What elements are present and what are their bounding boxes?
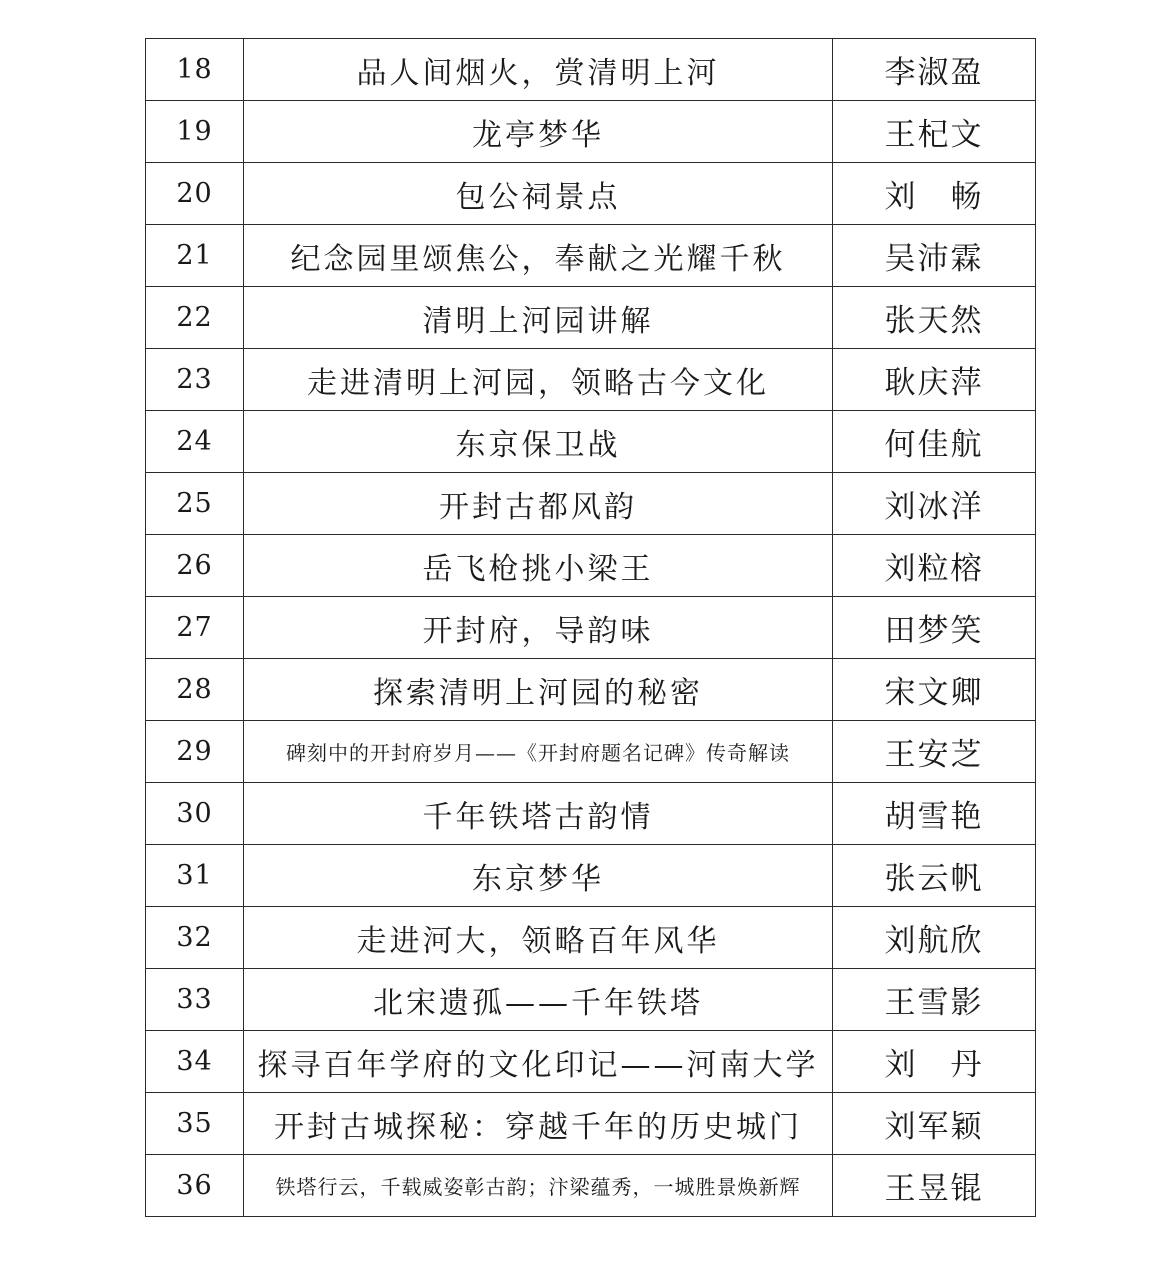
- row-title: 探索清明上河园的秘密: [244, 659, 833, 721]
- row-title: 碑刻中的开封府岁月——《开封府题名记碑》传奇解读: [244, 721, 833, 783]
- row-title: 走进清明上河园，领略古今文化: [244, 349, 833, 411]
- row-author: 张天然: [833, 287, 1036, 349]
- row-author: 张云帆: [833, 845, 1036, 907]
- row-number: 36: [146, 1155, 244, 1217]
- row-title: 开封府，导韵味: [244, 597, 833, 659]
- table-row: [146, 411, 1036, 473]
- row-title: 品人间烟火，赏清明上河: [244, 39, 833, 101]
- row-number: 24: [146, 411, 244, 473]
- row-author: 吴沛霖: [833, 225, 1036, 287]
- row-author: 王安芝: [833, 721, 1036, 783]
- row-author: 刘航欣: [833, 907, 1036, 969]
- row-author: 何佳航: [833, 411, 1036, 473]
- row-number: 30: [146, 783, 244, 845]
- row-author: 田梦笑: [833, 597, 1036, 659]
- row-title: 岳飞枪挑小梁王: [244, 535, 833, 597]
- row-author: 胡雪艳: [833, 783, 1036, 845]
- row-author: 刘 丹: [833, 1031, 1036, 1093]
- row-number: 22: [146, 287, 244, 349]
- row-author: 刘 畅: [833, 163, 1036, 225]
- row-number: 32: [146, 907, 244, 969]
- row-number: 27: [146, 597, 244, 659]
- row-number: 31: [146, 845, 244, 907]
- row-number: 35: [146, 1093, 244, 1155]
- table-row: [146, 101, 1036, 163]
- row-number: 34: [146, 1031, 244, 1093]
- row-title: 铁塔行云，千载威姿彰古韵；汴梁蕴秀，一城胜景焕新辉: [244, 1155, 833, 1217]
- table-row: [146, 473, 1036, 535]
- table-row: [146, 783, 1036, 845]
- table-row: [146, 1093, 1036, 1155]
- row-number: 23: [146, 349, 244, 411]
- row-title: 龙亭梦华: [244, 101, 833, 163]
- row-author: 刘军颖: [833, 1093, 1036, 1155]
- row-number: 19: [146, 101, 244, 163]
- row-title: 东京梦华: [244, 845, 833, 907]
- table-row: [146, 969, 1036, 1031]
- entries-table: [145, 38, 1036, 1217]
- row-number: 21: [146, 225, 244, 287]
- table-row: [146, 845, 1036, 907]
- table-row: [146, 163, 1036, 225]
- row-title: 东京保卫战: [244, 411, 833, 473]
- row-author: 王昱锟: [833, 1155, 1036, 1217]
- row-number: 26: [146, 535, 244, 597]
- table-row: [146, 287, 1036, 349]
- table-row: [146, 349, 1036, 411]
- table-row: [146, 907, 1036, 969]
- row-number: 29: [146, 721, 244, 783]
- row-title: 开封古都风韵: [244, 473, 833, 535]
- row-number: 28: [146, 659, 244, 721]
- row-author: 耿庆萍: [833, 349, 1036, 411]
- row-number: 25: [146, 473, 244, 535]
- row-author: 宋文卿: [833, 659, 1036, 721]
- row-author: 李淑盈: [833, 39, 1036, 101]
- row-title: 开封古城探秘：穿越千年的历史城门: [244, 1093, 833, 1155]
- entries-table-body: [146, 39, 1036, 1217]
- row-number: 20: [146, 163, 244, 225]
- row-number: 33: [146, 969, 244, 1031]
- table-row: [146, 659, 1036, 721]
- row-number: 18: [146, 39, 244, 101]
- row-title: 探寻百年学府的文化印记——河南大学: [244, 1031, 833, 1093]
- table-row: [146, 225, 1036, 287]
- table-row: [146, 721, 1036, 783]
- table-row: [146, 1031, 1036, 1093]
- row-author: 王雪影: [833, 969, 1036, 1031]
- row-title: 清明上河园讲解: [244, 287, 833, 349]
- table-row: [146, 39, 1036, 101]
- row-title: 包公祠景点: [244, 163, 833, 225]
- row-title: 千年铁塔古韵情: [244, 783, 833, 845]
- table-row: [146, 1155, 1036, 1217]
- row-title: 纪念园里颂焦公，奉献之光耀千秋: [244, 225, 833, 287]
- table-row: [146, 535, 1036, 597]
- row-author: 王杞文: [833, 101, 1036, 163]
- row-title: 走进河大，领略百年风华: [244, 907, 833, 969]
- row-title: 北宋遗孤——千年铁塔: [244, 969, 833, 1031]
- row-author: 刘粒榕: [833, 535, 1036, 597]
- table-row: [146, 597, 1036, 659]
- row-author: 刘冰洋: [833, 473, 1036, 535]
